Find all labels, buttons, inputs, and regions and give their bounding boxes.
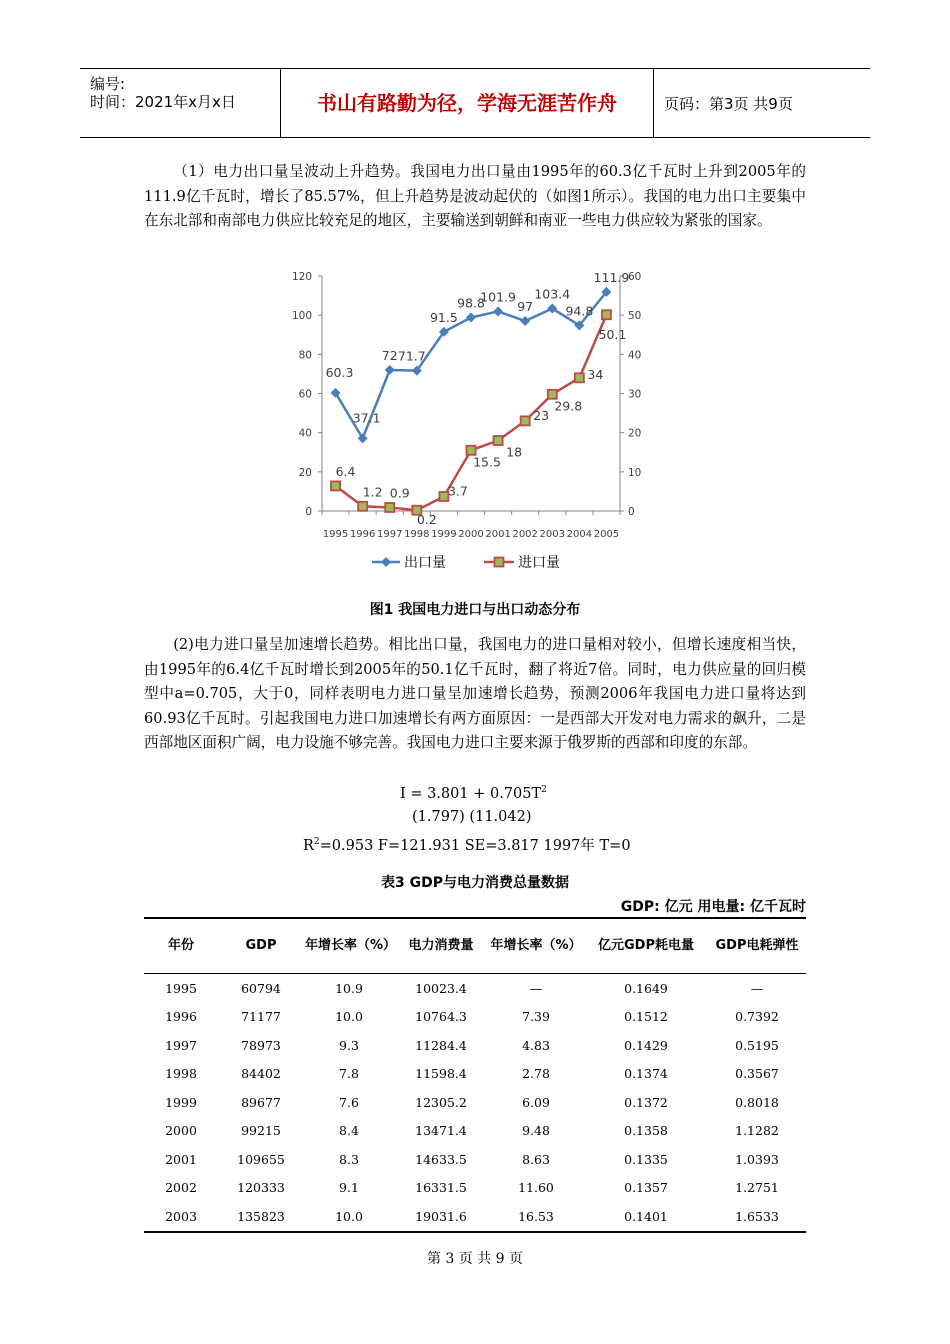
table-cell: 9.3 xyxy=(339,1037,359,1053)
table-cell: 6.09 xyxy=(522,1094,550,1110)
table-unit: GDP: 亿元 用电量: 亿千瓦时 xyxy=(620,899,806,915)
data-label: 23 xyxy=(533,407,550,423)
table-cell: 109655 xyxy=(237,1151,285,1167)
table-cell: 1.6533 xyxy=(708,1202,806,1232)
formula-equation: I = 3.801 + 0.705T xyxy=(400,785,542,802)
right-tick-label: 50 xyxy=(628,310,642,323)
data-label: 18 xyxy=(506,444,523,460)
col-gdp: GDP xyxy=(218,918,304,974)
table-title: 表3 GDP与电力消费总量数据 xyxy=(381,875,569,891)
data-label: 101.9 xyxy=(480,289,516,305)
page-header xyxy=(80,68,870,138)
data-label: 34 xyxy=(587,366,604,382)
table-cell: 71177 xyxy=(241,1009,281,1025)
regression-formula xyxy=(400,785,547,802)
import-point xyxy=(331,481,340,490)
table-cell: 60794 xyxy=(241,980,281,996)
figure-caption: 图1 我国电力进口与出口动态分布 xyxy=(369,602,581,618)
table-cell: 0.1512 xyxy=(624,1009,668,1025)
data-label: 0.9 xyxy=(389,485,410,501)
data-label: 71.7 xyxy=(397,348,426,364)
table-cell: 0.3567 xyxy=(735,1066,779,1082)
x-tick-label: 1995 xyxy=(322,529,349,540)
right-tick-label: 10 xyxy=(628,466,642,479)
table-cell: 8.63 xyxy=(522,1151,550,1167)
table-row xyxy=(144,1202,806,1232)
x-tick-label: 1998 xyxy=(404,529,430,540)
table-cell: 84402 xyxy=(241,1066,281,1082)
header-motto: 书山有路勤为径，学海无涯苦作舟 xyxy=(281,69,654,137)
table-row xyxy=(144,1174,806,1203)
x-tick-label: 1999 xyxy=(431,529,457,540)
table-cell: 0.5195 xyxy=(735,1037,779,1053)
right-tick-label: 0 xyxy=(628,506,635,518)
data-label: 60.3 xyxy=(325,364,354,380)
table-cell: 2002 xyxy=(165,1180,197,1196)
import-point xyxy=(494,436,503,445)
table-row xyxy=(144,1003,806,1032)
formula-statistics xyxy=(303,834,631,855)
right-tick-label: 30 xyxy=(628,388,642,401)
data-label: 72 xyxy=(381,348,398,363)
table-cell: 8.3 xyxy=(339,1151,359,1167)
x-tick-label: 1996 xyxy=(349,529,376,540)
header-meta xyxy=(80,69,281,137)
page-number-label: 页码：第3页 共9页 xyxy=(664,95,793,113)
table-cell: 0.8018 xyxy=(735,1094,779,1110)
table-cell: — xyxy=(750,980,764,996)
data-label: 1.2 xyxy=(362,484,383,500)
legend-import-label: 进口量 xyxy=(518,555,560,571)
data-label: 15.5 xyxy=(473,454,501,470)
table-cell: 8.4 xyxy=(339,1123,359,1139)
table-cell: 9.48 xyxy=(522,1123,550,1139)
x-tick-label: 2003 xyxy=(539,529,565,540)
table-cell: 0.1372 xyxy=(624,1094,668,1110)
table-cell: 13471.4 xyxy=(415,1123,467,1139)
formula-r-label: R xyxy=(303,838,314,854)
paragraph-1: （1）电力出口量呈波动上升趋势。我国电力出口量由1995年的60.3亿千瓦时上升到2005年的111.9亿千瓦时，增长了85.57%，但上升趋势是波动起伏的（如图1所示）。我国的电力出口主要集中在东北部和南部电力供应比较充足的地区，主要输送到朝鲜和南亚一些电力供应较为紧张的国家。 xyxy=(144,163,806,229)
data-label: 91.5 xyxy=(429,309,458,325)
data-label: 37.1 xyxy=(352,410,381,426)
table-cell: 1996 xyxy=(165,1009,197,1025)
table-row xyxy=(144,1145,806,1174)
x-tick-label: 2001 xyxy=(485,529,511,540)
table-cell: 4.83 xyxy=(522,1037,550,1053)
col-consumption-per-gdp: 亿元GDP耗电量 xyxy=(584,918,708,974)
export-point xyxy=(466,313,476,323)
table-body xyxy=(144,974,806,1232)
number-label: 编号: xyxy=(90,75,126,93)
data-label: 50.1 xyxy=(598,326,627,342)
table-header-row xyxy=(144,918,806,974)
left-tick-label: 80 xyxy=(298,349,312,362)
table-cell: 120333 xyxy=(237,1180,285,1196)
table-cell: 0.1429 xyxy=(624,1037,668,1053)
table-cell: 9.1 xyxy=(339,1180,359,1196)
table-cell: — xyxy=(529,980,543,996)
table-cell: 16331.5 xyxy=(415,1180,467,1196)
table-cell: 1999 xyxy=(165,1094,197,1110)
table-cell: 1995 xyxy=(165,980,197,996)
x-tick-label: 2005 xyxy=(593,529,620,540)
left-tick-label: 40 xyxy=(298,427,312,440)
data-label: 111.9 xyxy=(593,269,630,285)
data-label: 98.8 xyxy=(457,295,485,311)
col-year: 年份 xyxy=(144,918,218,974)
x-tick-label: 1997 xyxy=(377,529,403,540)
table-cell: 0.1357 xyxy=(624,1180,668,1196)
col-elasticity: GDP电耗弹性 xyxy=(708,918,806,974)
table-cell: 0.1358 xyxy=(624,1123,668,1139)
table-cell: 19031.6 xyxy=(394,1202,488,1232)
data-label: 103.4 xyxy=(534,286,571,302)
table-cell: 10764.3 xyxy=(415,1009,467,1025)
table-cell: 2.78 xyxy=(522,1066,550,1082)
legend-export-label: 出口量 xyxy=(404,555,446,571)
time-label: 时间：2021年x月x日 xyxy=(90,93,236,111)
table-cell: 7.8 xyxy=(339,1066,359,1082)
gdp-electricity-table xyxy=(144,917,806,1233)
formula-stats-text: =0.953 F=121.931 SE=3.817 1997年 T=0 xyxy=(319,838,631,854)
page-footer: 第 3 页 共 9 页 xyxy=(426,1251,524,1267)
export-point xyxy=(520,316,530,326)
left-tick-label: 120 xyxy=(291,271,312,283)
import-point xyxy=(602,310,611,319)
table-cell: 0.1335 xyxy=(624,1151,668,1167)
table-cell: 1997 xyxy=(165,1037,197,1053)
table-cell: 10.9 xyxy=(335,980,363,996)
table-cell: 10023.4 xyxy=(415,980,467,996)
x-tick-label: 2000 xyxy=(458,529,484,540)
data-label: 6.4 xyxy=(335,463,356,479)
table-cell: 99215 xyxy=(241,1123,281,1139)
export-point xyxy=(493,306,503,316)
left-tick-label: 100 xyxy=(291,310,312,323)
col-gdp-growth: 年增长率（%） xyxy=(304,918,394,974)
table-cell: 2001 xyxy=(165,1151,197,1167)
table-cell: 11284.4 xyxy=(415,1037,467,1053)
import-point xyxy=(385,503,394,512)
formula-standard-errors: (1.797) (11.042) xyxy=(412,809,532,825)
export-point xyxy=(385,365,395,375)
left-tick-label: 0 xyxy=(305,506,312,518)
table-cell: 7.39 xyxy=(522,1009,550,1025)
table-cell: 1998 xyxy=(165,1066,197,1082)
table-row xyxy=(144,1088,806,1117)
table-cell: 0.1374 xyxy=(624,1066,668,1082)
right-tick-label: 40 xyxy=(628,349,642,362)
col-consumption-growth: 年增长率（%） xyxy=(488,918,584,974)
table-row xyxy=(144,1031,806,1060)
table-cell: 89677 xyxy=(241,1094,281,1110)
import-export-line-chart xyxy=(262,262,662,582)
data-label: 0.2 xyxy=(416,512,437,528)
table-cell: 16.53 xyxy=(488,1202,584,1232)
table-row xyxy=(144,974,806,1003)
table-cell: 135823 xyxy=(218,1202,304,1232)
col-consumption: 电力消费量 xyxy=(394,918,488,974)
table-row xyxy=(144,1060,806,1089)
x-tick-label: 2002 xyxy=(512,529,538,540)
table-cell: 1.2751 xyxy=(735,1180,779,1196)
import-point xyxy=(575,373,584,382)
table-cell: 78973 xyxy=(241,1037,281,1053)
table-cell: 10.0 xyxy=(304,1202,394,1232)
table-cell: 7.6 xyxy=(339,1094,359,1110)
right-tick-label: 20 xyxy=(628,427,642,440)
data-label: 29.8 xyxy=(554,398,583,414)
table-cell: 2003 xyxy=(144,1202,218,1232)
table-cell: 0.7392 xyxy=(735,1009,779,1025)
legend-import-marker xyxy=(495,558,504,567)
data-label: 97 xyxy=(517,299,534,315)
formula-r-exponent: 2 xyxy=(313,837,320,848)
table-row xyxy=(144,1117,806,1146)
formula-exponent: 2 xyxy=(541,785,547,795)
table-cell: 0.1649 xyxy=(624,980,668,996)
import-point xyxy=(358,502,367,511)
table-cell: 12305.2 xyxy=(415,1094,467,1110)
left-tick-label: 20 xyxy=(298,466,312,479)
import-point xyxy=(521,416,530,425)
paragraph-2: (2)电力进口量呈加速增长趋势。相比出口量，我国电力的进口量相对较小，但增长速度相当快，由1995年的6.4亿千瓦时增长到2005年的50.1亿千瓦时，翻了将近7倍。同时，电力供应量的回归模型中a=0.705，大于0，同样表明电力进口量呈加速增长趋势，预测2006年我国电力进口量将达到60.93亿千瓦时。引起我国电力进口加速增长有两方面原因：一是西部大开发对电力需求的飙升，二是西部地区面积广阔，电力设施不够完善。我国电力进口主要来源于俄罗斯的西部和印度的东部。 xyxy=(144,636,806,751)
table-cell: 1.1282 xyxy=(735,1123,779,1139)
table-cell: 0.1401 xyxy=(584,1202,708,1232)
table-cell: 11.60 xyxy=(518,1180,554,1196)
data-label: 94.8 xyxy=(565,303,594,319)
data-label: 3.7 xyxy=(447,483,468,499)
table-cell: 10.0 xyxy=(335,1009,363,1025)
x-tick-label: 2004 xyxy=(566,529,593,540)
right-tick-label: 60 xyxy=(628,271,642,283)
legend-export-marker xyxy=(381,557,391,567)
table-cell: 11598.4 xyxy=(415,1066,467,1082)
left-tick-label: 60 xyxy=(298,388,312,401)
table-cell: 14633.5 xyxy=(415,1151,467,1167)
table-cell: 2000 xyxy=(165,1123,197,1139)
table-cell: 1.0393 xyxy=(735,1151,779,1167)
